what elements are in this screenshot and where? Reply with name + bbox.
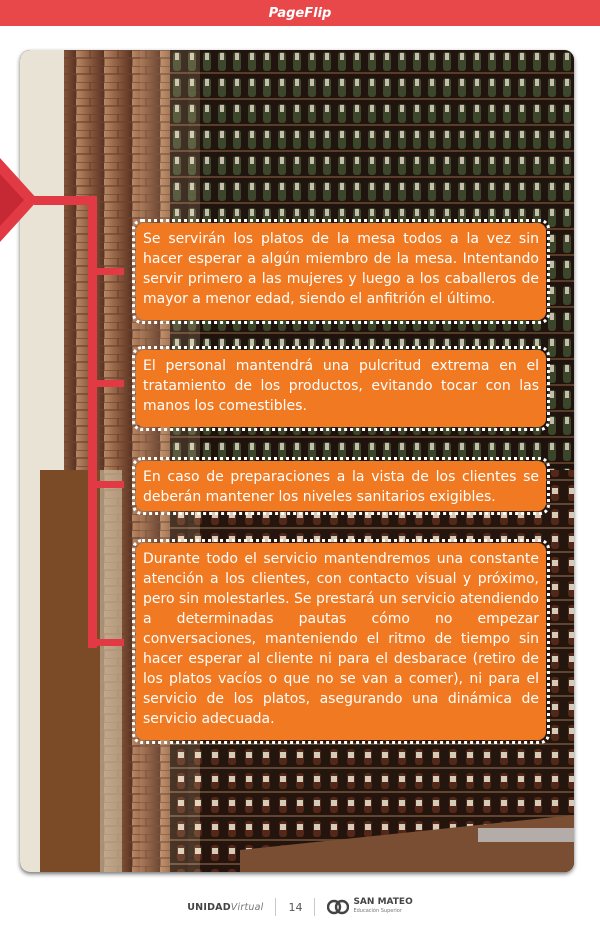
timeline-branch-4 — [92, 639, 124, 646]
arrow-marker-inner-icon — [0, 174, 24, 226]
info-box-3-text: En caso de preparaciones a la vista de los clientes se deberán mantener los niveles sanitarios exigibles. — [143, 469, 539, 505]
info-box-1 — [136, 223, 546, 320]
info-box-2-text: El personal mantendrá una pulcritud extrema en el tratamiento de los productos, evitando tocar con las manos los comestibles. — [143, 358, 539, 414]
timeline-branch-1 — [92, 268, 124, 275]
page-footer — [0, 890, 600, 924]
info-box-3 — [136, 461, 546, 511]
timeline-branch-3 — [92, 481, 124, 488]
info-box-1-text: Se servirán los platos de la mesa todos a la vez sin hacer esperar a algún miembro de la mesa. Intentando servir primero a las mujeres y luego a los caballeros de mayor a menor edad, siendo el anfitrión el último. — [143, 231, 539, 307]
unidad-brand-italic: Virtual — [230, 901, 264, 913]
header-bar — [0, 0, 600, 26]
info-box-4 — [136, 543, 546, 740]
timeline-branch-2 — [92, 380, 124, 387]
logo-subtitle: Educación Superior — [353, 908, 402, 914]
timeline-vertical-bar — [88, 196, 97, 648]
footer-divider — [314, 898, 315, 916]
unidad-virtual-brand — [187, 902, 263, 913]
san-mateo-logo — [327, 898, 412, 916]
logo-name: SAN MATEO — [353, 897, 413, 907]
app-title: PageFlip — [268, 5, 332, 21]
page-number: 14 — [288, 900, 303, 914]
info-box-2 — [136, 350, 546, 427]
info-box-4-text: Durante todo el servicio mantendremos una constante atención a los clientes, con contacto visual y próximo, pero sin molestarles. Se prestará un servicio atendiendo a determinadas pautas cómo no empezar conversaciones, manteniendo el ritmo de tiempo sin hacer esperar al cliente ni para el desbarace (retiro de los platos vacíos o que no se van a comer), ni para el servicio de los platos, asegurando una dinámica de servicio adecuada. — [143, 551, 539, 727]
unidad-brand-bold: UNIDAD — [187, 901, 231, 913]
san-mateo-logo-icon — [327, 899, 349, 915]
footer-divider — [275, 898, 276, 916]
timeline-top-bar — [34, 196, 92, 205]
